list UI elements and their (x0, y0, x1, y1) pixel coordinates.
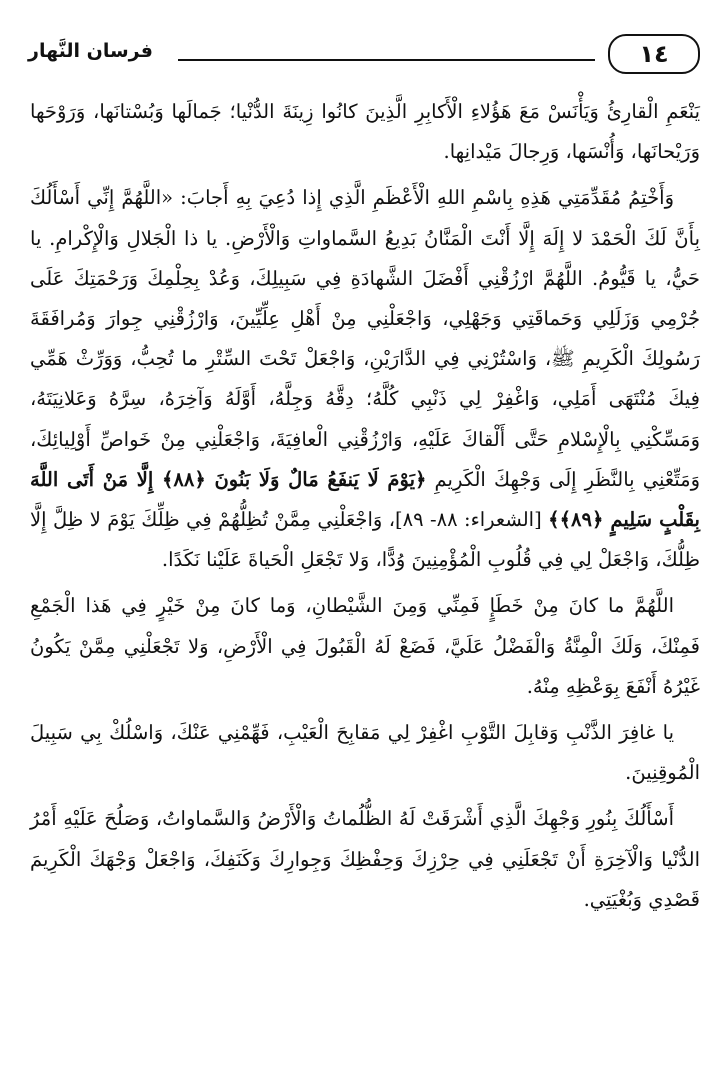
paragraph-intro: يَنْعَمِ الْقارِئُ وَيَأْنَسْ مَعَ هَؤُلاءِ الْأَكابِرِ الَّذِينَ كانُوا زِينَةَ الدُّنْيا؛ جَمالَها وَبُسْتانَها، وَرَوْحَها وَرَيْحانَها، وَأُنْسَها، وَرِجالَ مَيْدانِها. (30, 100, 700, 164)
page-header (28, 34, 700, 80)
paragraph-supplication (30, 178, 700, 580)
paragraph-asaluka: أَسْأَلُكَ بِنُورِ وَجْهِكَ الَّذِي أَشْرَقَتْ لَهُ الظُّلُماتُ وَالْأَرْضُ وَالسَّماواتُ، وَصَلُحَ عَلَيْهِ أَمْرُ الدُّنْيا وَالْآخِرَةِ أَنْ تَجْعَلَنِي فِي حِرْزِكَ وَحِفْظِكَ وَجِوارِكَ وَكَنَفِكَ، وَاجْعَلْ وَجْهَكَ الْكَرِيمَ قَصْدِي وَبُغْيَتِي. (30, 807, 700, 911)
supplication-text: وَأَخْتِمُ مُقَدِّمَتِي هَذِهِ بِاسْمِ اللهِ الْأَعْظَمِ الَّذِي إِذا دُعِيَ بِهِ أَجابَ: «اللَّهُمَّ إِنِّي أَسْأَلُكَ بِأَنَّ لَكَ الْحَمْدَ لا إِلَهَ إِلَّا أَنْتَ الْمَنَّانُ بَدِيعُ السَّماواتِ وَالْأَرْضِ. يا ذا الْجَلالِ وَالْإِكْرامِ. يا حَيُّ، يا قَيُّومُ. اللَّهُمَّ ارْزُقْنِي أَفْضَلَ الشَّهادَةِ فِي سَبِيلِكَ، وَعُدْ بِحِلْمِكَ وَرَحْمَتِكَ عَلَى جُرْمِي وَزَلَلِي وَحَماقَتِي وَجَهْلِي، وَاجْعَلْنِي مِنْ أَهْلِ عِلِّيِّينَ، وَارْزُقْنِي جِوارَ وَمُرافَقَةَ رَسُولِكَ الْكَرِيمِ ﷺ، وَاسْتُرْنِي فِي الدَّارَيْنِ، وَاجْعَلْ تَحْتَ السِّتْرِ ما تُحِبُّ، وَوَرِّثْ هَمِّي فِيكَ مُنْتَهَى أَمَلِي، وَاغْفِرْ لِي ذَنْبِي كُلَّهُ؛ دِقَّهُ وَجِلَّهُ، أَوَّلَهُ وَآخِرَهُ، سِرَّهُ وَعَلانِيَتَهُ، وَمَسِّكْنِي بِالْإِسْلامِ حَتَّى أَلْقاكَ عَلَيْهِ، وَارْزُقْنِي الْعافِيَةَ، وَاجْعَلْنِي مِنْ خَواصِّ أَوْلِيائِكَ، وَمَتِّعْنِي بِالنَّظَرِ إِلَى وَجْهِكَ الْكَرِيمِ (30, 186, 700, 491)
page-number: ١٤ (608, 34, 700, 74)
quran-verse: ﴿يَوْمَ لَا يَنفَعُ مَالٌ وَلَا بَنُونَ ﴿٨٨﴾ إِلَّا مَنْ أَتَى اللَّهَ بِقَلْبٍ سَلِيمٍ ﴿٨٩﴾﴾ (30, 467, 700, 532)
page-body (30, 92, 700, 926)
paragraph-ghafir: يا غافِرَ الذَّنْبِ وَقابِلَ التَّوْبِ اغْفِرْ لِي مَقابِحَ الْعَيْبِ، فَهِّمْنِي عَنْكَ، وَاسْلُكْ بِي سَبِيلَ الْمُوقِنِينَ. (30, 721, 700, 785)
header-rule (178, 59, 595, 61)
paragraph-allahumma: اللَّهُمَّ ما كانَ مِنْ خَطَإٍ فَمِنِّي وَمِنَ الشَّيْطانِ، وَما كانَ مِنْ خَيْرٍ فِي هَذا الْجَمْعِ فَمِنْكَ، وَلَكَ الْمِنَّةُ وَالْفَضْلُ عَلَيَّ، فَضَعْ لَهُ الْقَبُولَ فِي الْأَرْضِ، وَلا تَجْعَلْنِي مِمَّنْ يَكُونُ غَيْرُهُ أَنْفَعَ بِوَعْظِهِ مِنْهُ. (30, 594, 700, 698)
book-title: فرسان النَّهار (28, 40, 153, 62)
verse-reference-continuation: [الشعراء: ٨٨- ٨٩]، وَاجْعَلْنِي مِمَّنْ تُظِلُّهُمْ فِي ظِلِّكَ يَوْمَ لا ظِلَّ إِلَّا ظِلُّكَ، وَاجْعَلْ لِي فِي قُلُوبِ الْمُؤْمِنِينَ وُدًّا، وَلا تَجْعَلِ الْحَياةَ عَلَيْنا نَكَدًا. (30, 508, 700, 572)
